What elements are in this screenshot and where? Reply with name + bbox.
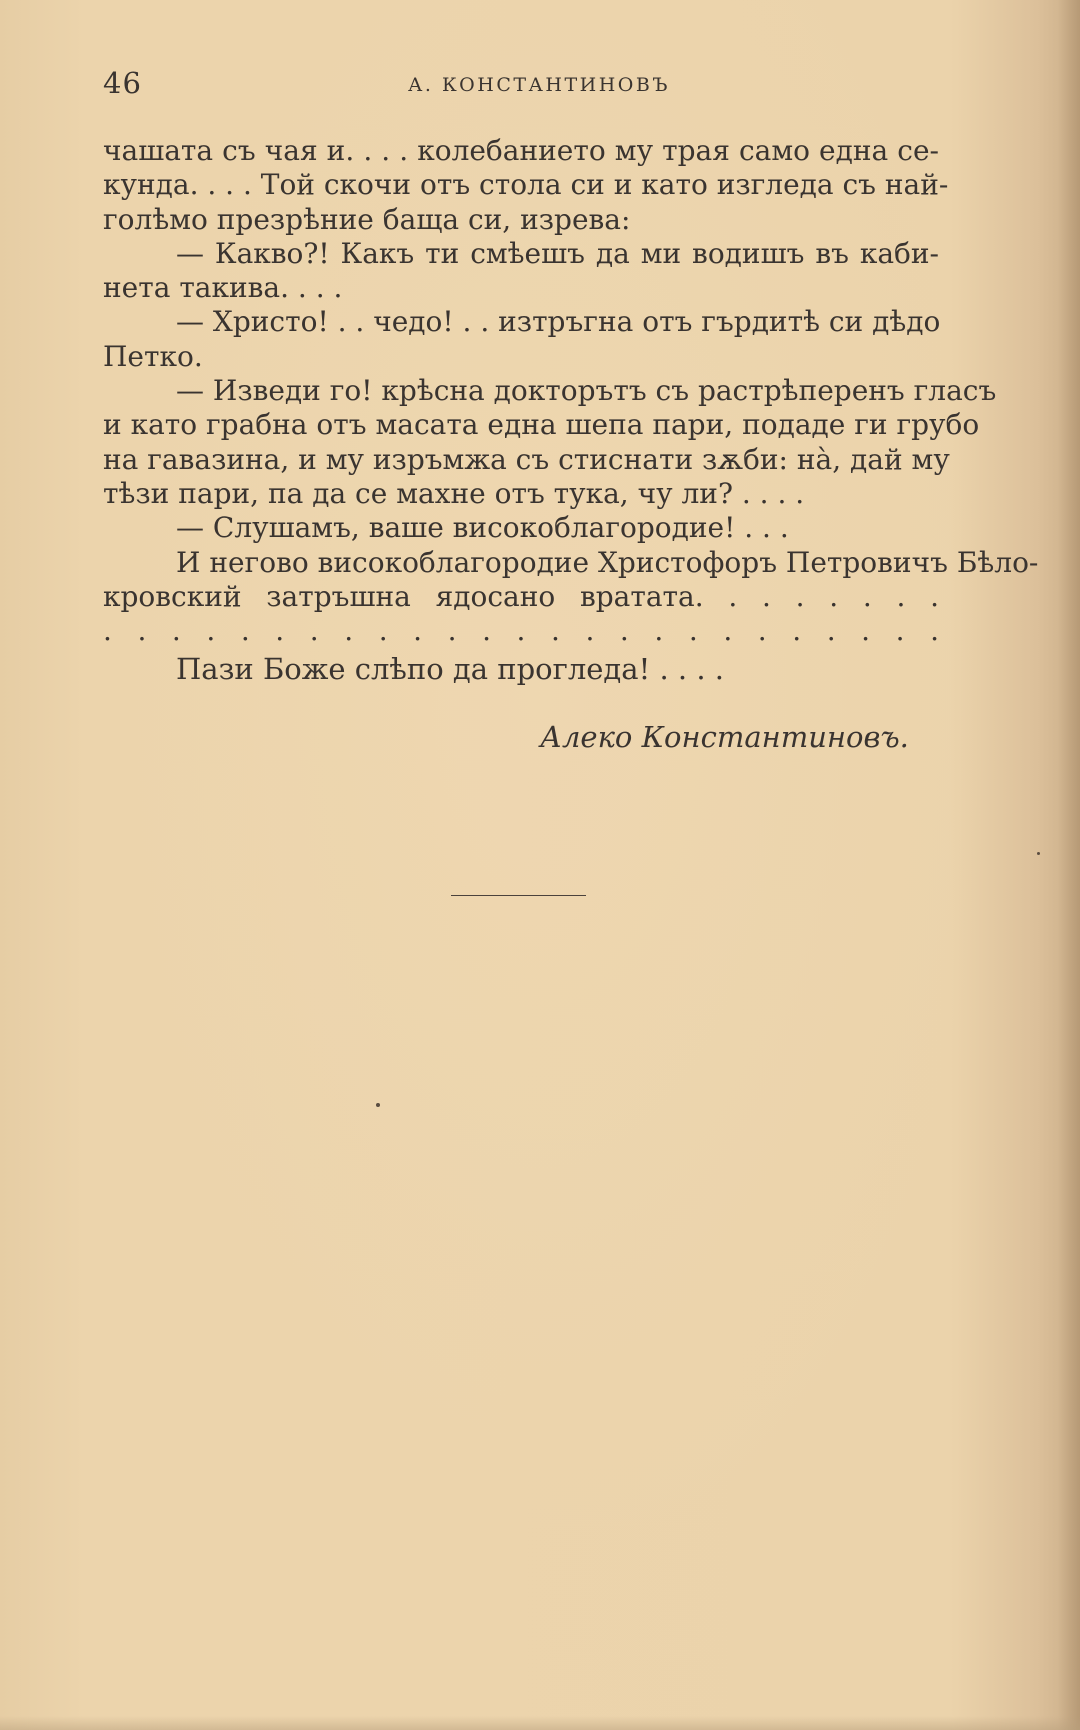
- text-line: — Изведи го! крѣсна докторътъ съ растрѣперенъ гласъ: [176, 374, 997, 408]
- text-line: — Слушамъ, ваше високоблагородие! . . .: [176, 511, 789, 545]
- running-head: А. КОНСТАНТИНОВЪ: [408, 74, 670, 96]
- page-header: [103, 66, 939, 106]
- text-line: Петко.: [103, 339, 203, 373]
- text-line: на гавазина, и му изръмжа съ стиснати зѫби: нà, дай му: [103, 442, 950, 476]
- paper-speck: [1037, 852, 1040, 855]
- page-number: 46: [103, 66, 142, 100]
- end-rule: [451, 895, 586, 896]
- text-line: кунда. . . . Той скочи отъ стола си и като изгледа съ най-: [103, 168, 949, 202]
- author-signature: Алеко Константиновъ.: [540, 720, 909, 754]
- page-edge-shadow: [1058, 0, 1080, 1730]
- text-line: тѣзи пари, па да се махне отъ тука, чу ли? . . . .: [103, 476, 805, 510]
- text-line: кровский затръшна ядосано вратата. . . . . . . .: [103, 579, 939, 613]
- body-text: [103, 134, 1039, 648]
- text-line: — Христо! . . чедо! . . изтръгна отъ гърдитѣ си дѣдо: [176, 305, 941, 339]
- text-line: и като грабна отъ масата една шепа пари, подаде ги грубо: [103, 408, 980, 442]
- text-line: И негово високоблагородие Христофоръ Петровичъ Бѣло-: [176, 545, 1039, 579]
- text-line: голѣмо презрѣние баща си, изрева:: [103, 202, 631, 236]
- text-line: чашата съ чая и. . . . колебанието му трая само една се-: [103, 134, 939, 167]
- paper-speck: [376, 1103, 380, 1107]
- closing-line: Пази Боже слѣпо да прогледа! . . . .: [176, 652, 724, 686]
- dotted-line: . . . . . . . . . . . . . . . . . . . . . . . . .: [103, 614, 939, 648]
- text-line: — Какво?! Какъ ти смѣешъ да ми водишъ въ каби-: [176, 236, 939, 270]
- text-line: нета такива. . . .: [103, 271, 343, 305]
- page-bottom-shadow: [0, 1716, 1080, 1730]
